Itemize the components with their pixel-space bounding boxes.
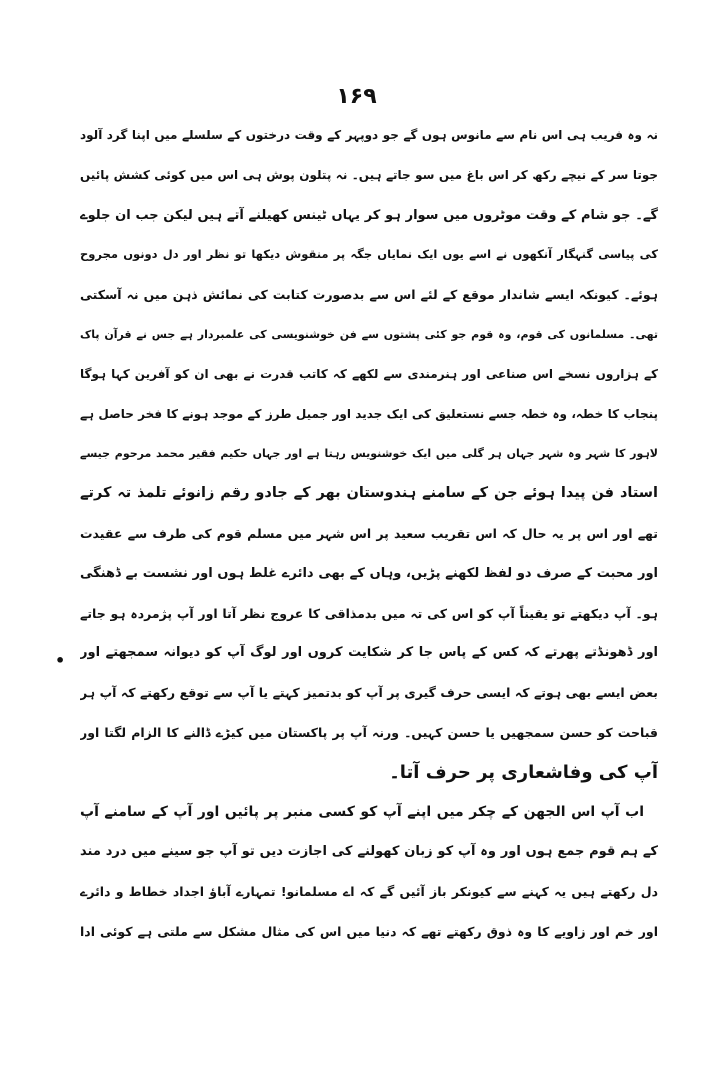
text-line: لاہور کا شہر وہ شہر جہاں ہر گلی میں ایک خوشنویس رہتا ہے اور جہاں حکیم فقیر محمد مرحوم جیسے xyxy=(80,447,658,461)
text-line: اب آپ اس الجھن کے چکر میں اپنے آپ کو کسی منبر پر پائیں اور آپ کے سامنے آپ xyxy=(80,803,644,820)
body-text xyxy=(80,116,658,952)
text-line: نہ وہ فریب ہی اس نام سے مانوس ہوں گے جو دوپہر کے وقت درختوں کے سلسلے میں اپنا گرد آلود xyxy=(80,128,658,142)
text-line: کے ہزاروں نسخے اس صناعی اور ہنرمندی سے لکھے کہ کاتب قدرت نے بھی ان کو آفرین کہا ہوگا xyxy=(80,366,658,381)
text-line: بعض ایسے بھی ہوتے کہ ایسی حرف گیری پر آپ کو بدتمیز کہتے یا آپ سے توقع رکھتے کہ آپ ہر xyxy=(80,685,658,701)
paragraph-2 xyxy=(80,793,658,952)
text-line: اور محبت کے صرف دو لفظ لکھنے پڑیں، وہاں کے بھی دائرے غلط ہوں اور نشست بے ڈھنگی xyxy=(80,565,658,581)
text-line: گے۔ جو شام کے وقت موٹروں میں سوار ہو کر یہاں ٹینس کھیلنے آتے ہیں لیکن جب ان جلوے xyxy=(80,207,658,223)
text-line: ہو۔ آپ دیکھتے تو یقیناً آپ کو اس کی تہ میں بدمذاقی کا عروج نظر آتا اور آپ پژمردہ ہو جاتے xyxy=(80,605,658,621)
margin-mark: • xyxy=(55,651,66,670)
text-line: آپ کی وفاشعاری پر حرف آتا۔ xyxy=(389,761,658,783)
text-line: ہوئے۔ کیونکہ ایسے شاندار موقع کے لئے اس سے بدصورت کتابت کی نمائش ذہن میں نہ آسکتی xyxy=(80,287,658,303)
text-line: قباحت کو حسن سمجھیں یا حسن کہیں۔ ورنہ آپ پر پاکستان میں کیڑے ڈالنے کا الزام لگتا اور xyxy=(80,724,658,740)
text-line: تھی۔ مسلمانوں کی قوم، وہ قوم جو کئی پشتوں سے فن خوشنویسی کی علمبردار ہے جس نے قرآن پاک xyxy=(80,327,658,341)
text-line: جوتا سر کے نیچے رکھ کر اس باغ میں سو جاتے ہیں۔ نہ پتلون پوش ہی اس میں کوئی کشش پائیں xyxy=(80,167,658,182)
paragraph-1 xyxy=(80,116,658,793)
text-line: کی پیاسی گنہگار آنکھوں نے اسے یوں ایک نمایاں جگہ پر منقوش دیکھا تو نظر اور دل دونوں مجروح xyxy=(80,247,658,262)
text-line: دل رکھتے ہیں یہ کہنے سے کیونکر باز آئیں گے کہ اے مسلمانو! تمہارے آباؤ اجداد خطاط و دائرے xyxy=(80,884,658,900)
text-line: تھے اور اس پر یہ حال کہ اس تقریب سعید پر اس شہر میں مسلم قوم کی طرف سے عقیدت xyxy=(80,525,658,541)
text-line: استاد فن پیدا ہوئے جن کے سامنے ہندوستان بھر کے جادو رقم زانوئے تلمذ تہ کرتے xyxy=(80,485,658,502)
text-line: اور خم اور زاویے کا وہ ذوق رکھتے تھے کہ دنیا میں اس کی مثال مشکل سے ملتی ہے کوئی ادا xyxy=(80,923,658,939)
text-line: اور ڈھونڈتے پھرتے کہ کس کے پاس جا کر شکایت کروں اور لوگ آپ کو دیوانہ سمجھتے اور xyxy=(80,645,658,661)
text-line: پنجاب کا خطہ، وہ خطہ جسے نستعلیق کی ایک جدید اور جمیل طرز کے موجد ہونے کا فخر حاصل ہے xyxy=(80,406,658,421)
text-line: کے ہم قوم جمع ہوں اور وہ آپ کو زبان کھولنے کی اجازت دیں تو آپ جو سینے میں درد مند xyxy=(80,844,658,860)
page-number: ۱۶۹ xyxy=(336,84,377,109)
